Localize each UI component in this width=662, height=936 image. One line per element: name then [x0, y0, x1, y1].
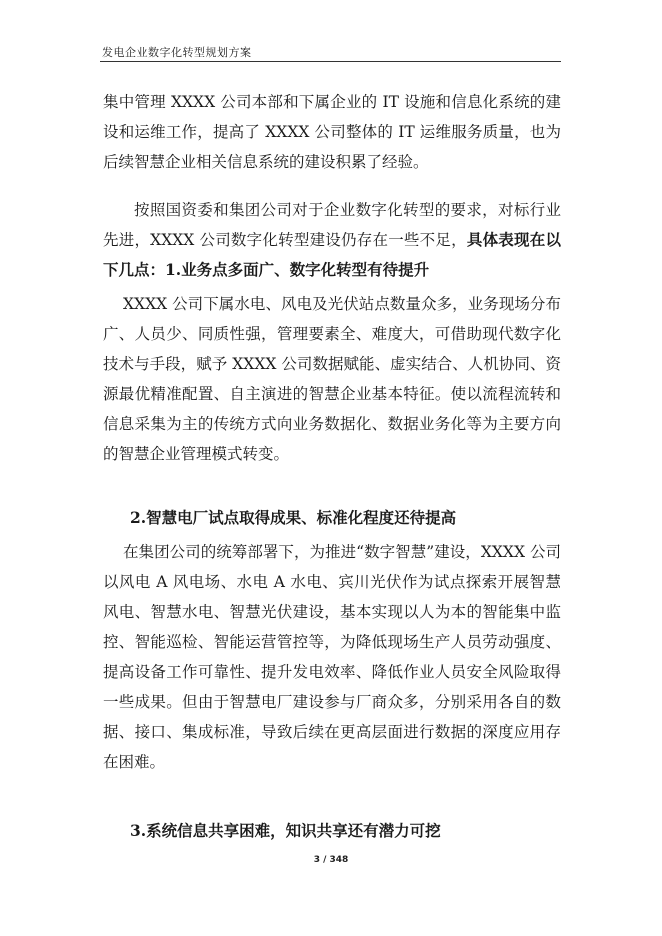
page-header-title: 发电企业数字化转型规划方案 — [102, 46, 252, 59]
paragraph-business-coverage: XXXX 公司下属水电、风电及光伏站点数量众多，业务现场分布广、人员少、同质性强，管理要素全、难度大，可借助现代数字化技术与手段，赋予 XXXX 公司数据赋能、虚实结合、人机协同、资源最优精准配置、自主演进的智慧企业基本特征。使以流程流转和信息采集为主的传统方式向业务数据化、数据业务化等为主要方向的智慧企业管理模式转变。 — [103, 295, 561, 463]
section-heading-3: 3.系统信息共享困难，知识共享还有潜力可挖 — [130, 821, 441, 840]
paragraph-text: 按照国资委和集团公司对于企业数字化转型的要求，对标行业先进，XXXX 公司数字化转型建设仍存在一些不足， — [103, 201, 561, 249]
paragraph-smart-plant-pilot: 在集团公司的统筹部署下，为推进“数字智慧”建设，XXXX 公司以风电 A 风电场、水电 A 水电、宾川光伏作为试点探索开展智慧风电、智慧水电、智慧光伏建设，基本实现以人为本的智能集中监控、智能巡检、智能运营管控等，为降低现场生产人员劳动强度、提高设备工作可靠性、提升发电效率、降低作业人员安全风险取得一些成果。但由于智慧电厂建设参与厂商众多，分别采用各自的数据、接口、集成标准，导致后续在更高层面进行数据的深度应用存在困难。 — [103, 543, 561, 771]
section-heading-2: 2.智慧电厂试点取得成果、标准化程度还待提高 — [130, 508, 457, 527]
header-divider — [100, 61, 561, 62]
page-number: 3 / 348 — [313, 855, 349, 865]
paragraph-transformation-requirements — [103, 195, 561, 285]
paragraph-it-operations: 集中管理 XXXX 公司本部和下属企业的 IT 设施和信息化系统的建设和运维工作，提高了 XXXX 公司整体的 IT 运维服务质量，也为后续智慧企业相关信息系统的建设积累了经验。 — [103, 93, 561, 171]
section-heading-1: 具体表现在以下几点：1.业务点多面广、数字化转型有待提升 — [103, 230, 561, 279]
